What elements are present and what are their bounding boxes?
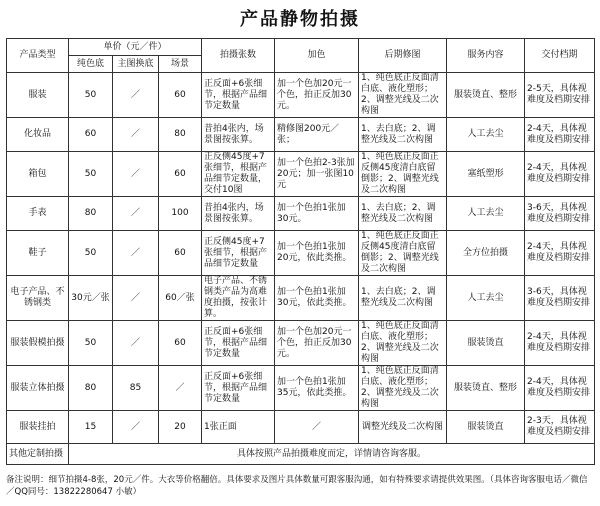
cell-type: 服装立体拍摄 [7, 366, 69, 411]
cell-color: 加一个色加20元一个色，拍正反加30元。 [275, 73, 359, 118]
cell-service: 人工去尘 [447, 118, 525, 152]
cell-count: 正反面+6张细节，根据产品细节定数量 [202, 366, 275, 411]
cell-count: 正反侧45度+7张细节，根据产品细节定数量 [202, 231, 275, 276]
cell-color: 加一个色拍1张加30元，依此类推。 [275, 276, 359, 321]
cell-pure: 50 [69, 152, 113, 197]
cell-scene: 60 [159, 321, 202, 366]
cell-type: 箱包 [7, 152, 69, 197]
page-title: 产品静物拍摄 [240, 9, 360, 30]
cell-color: 加一个色拍1张加20元，依此类推。 [275, 231, 359, 276]
cell-service: 全方位拍摄 [447, 231, 525, 276]
cell-pure: 50 [69, 73, 113, 118]
header-service: 服务内容 [447, 39, 525, 73]
cell-type: 电子产品、不锈钢类 [7, 276, 69, 321]
table-row [7, 152, 595, 197]
cell-count: 正反面+6张细节，根据产品细节定数量 [202, 321, 275, 366]
cell-schedule: 2-3天，具体视难度及档期安排 [525, 411, 595, 444]
table-row [7, 411, 595, 444]
cell-service: 服装烫直、整形 [447, 366, 525, 411]
header-unit-price: 单价（元／件） [69, 39, 202, 56]
table-row [7, 231, 595, 276]
header-pure-bg: 纯色底 [69, 56, 113, 73]
cell-pure: 50 [69, 231, 113, 276]
table-row [7, 276, 595, 321]
header-photo-count: 拍摄张数 [202, 39, 275, 73]
cell-swap: 85 [113, 366, 159, 411]
cell-retouch: 1、纯色底正反面清白底、液化塑形；2、调整光线及二次构图 [359, 73, 447, 118]
cell-pure: 80 [69, 366, 113, 411]
cell-swap: ／ [113, 231, 159, 276]
cell-pure: 60 [69, 118, 113, 152]
cell-pure: 15 [69, 411, 113, 444]
cell-color: 加一个色拍1张加30元。 [275, 197, 359, 231]
cell-count: 1张正面 [202, 411, 275, 444]
cell-swap: ／ [113, 197, 159, 231]
cell-count: 昔拍4张内，场景图按张算。 [202, 118, 275, 152]
cell-schedule: 2-4天，具体视难度及档期安排 [525, 231, 595, 276]
cell-type: 服装挂拍 [7, 411, 69, 444]
cell-pure: 50 [69, 321, 113, 366]
cell-scene: 100 [159, 197, 202, 231]
header-scene: 场景 [159, 56, 202, 73]
footnote: 备注说明：细节拍摄4-8张，20元／件。大衣等价格翻倍。具体要求及图片具体数量可跟客服沟通，如有特殊要求请提供效果图。（具体咨询客服电话／微信／QQ同号：13822280647 小敏） [6, 475, 588, 497]
table-row [7, 197, 595, 231]
header-main-swap: 主图换底 [113, 56, 159, 73]
cell-scene: 80 [159, 118, 202, 152]
cell-custom-label: 其他定制拍摄 [7, 444, 69, 465]
cell-color: 加一个色拍2-3张加20元；加一张图10元 [275, 152, 359, 197]
cell-count: 昔拍4张内，场景图按张算。 [202, 197, 275, 231]
cell-count: 正反面+6张细节，根据产品细节定数量 [202, 73, 275, 118]
cell-schedule: 2-4天，具体视难度及档期安排 [525, 118, 595, 152]
cell-retouch: 1、纯色底正反面正反侧45度清白底留倒影；2、调整光线及二次构图 [359, 152, 447, 197]
cell-custom-text: 具体按照产品拍摄难度而定，详情请咨询客服。 [69, 444, 595, 465]
price-table [6, 38, 595, 465]
custom-row [7, 444, 595, 465]
cell-color: ／ [275, 411, 359, 444]
cell-retouch: 1、去白底；2、调整光线及二次构图 [359, 276, 447, 321]
cell-color: 加一个色加20元一个色，拍正反加30元。 [275, 321, 359, 366]
cell-schedule: 2-4天，具体视难度及档期安排 [525, 366, 595, 411]
cell-schedule: 3-6天，具体视难度及档期安排 [525, 197, 595, 231]
cell-count: 正反侧45度+7张细节，根据产品细节定数量，交付10图 [202, 152, 275, 197]
cell-service: 人工去尘 [447, 197, 525, 231]
cell-swap: ／ [113, 411, 159, 444]
header-schedule: 交付档期 [525, 39, 595, 73]
header-addon-color: 加色 [275, 39, 359, 73]
cell-scene: ／ [159, 366, 202, 411]
cell-type: 手表 [7, 197, 69, 231]
cell-schedule: 2-4天，具体视难度及档期安排 [525, 152, 595, 197]
cell-swap: ／ [113, 118, 159, 152]
cell-service: 服装烫直 [447, 411, 525, 444]
cell-service: 人工去尘 [447, 276, 525, 321]
cell-swap: ／ [113, 321, 159, 366]
cell-retouch: 1、纯色底正反面清白底、液化塑形；2、调整光线及二次构图 [359, 321, 447, 366]
cell-type: 服装 [7, 73, 69, 118]
table-row [7, 321, 595, 366]
header-row [7, 39, 595, 56]
cell-schedule: 2-4天，具体视难度及档期安排 [525, 321, 595, 366]
cell-scene: 60／张 [159, 276, 202, 321]
cell-service: 服装烫直 [447, 321, 525, 366]
table-row [7, 366, 595, 411]
cell-scene: 60 [159, 231, 202, 276]
table-row [7, 73, 595, 118]
cell-type: 化妆品 [7, 118, 69, 152]
cell-scene: 60 [159, 73, 202, 118]
cell-count: 电子产品、不锈钢类产品为高难度拍摄，按张计算。 [202, 276, 275, 321]
cell-retouch: 1、去白底；2、调整光线及二次构图 [359, 197, 447, 231]
cell-scene: 60 [159, 152, 202, 197]
cell-pure: 30元／张 [69, 276, 113, 321]
cell-retouch: 1、去白底；2、调整光线及二次构图 [359, 118, 447, 152]
cell-color: 精修图200元／张； [275, 118, 359, 152]
cell-schedule: 3-6天，具体视难度及档期安排 [525, 276, 595, 321]
cell-type: 鞋子 [7, 231, 69, 276]
cell-type: 服装假模拍摄 [7, 321, 69, 366]
cell-swap: ／ [113, 152, 159, 197]
cell-retouch: 1、纯色底正反面正反侧45度清白底留倒影；2、调整光线及二次构图 [359, 231, 447, 276]
cell-service: 服装烫直、整形 [447, 73, 525, 118]
cell-service: 塞纸塑形 [447, 152, 525, 197]
cell-swap: ／ [113, 276, 159, 321]
cell-pure: 80 [69, 197, 113, 231]
cell-retouch: 1、纯色底正反面清白底、液化塑形；2、调整光线及二次构图 [359, 366, 447, 411]
cell-schedule: 2-5天，具体视难度及档期安排 [525, 73, 595, 118]
table-row [7, 118, 595, 152]
header-retouch: 后期修图 [359, 39, 447, 73]
cell-retouch: 调整光线及二次构图 [359, 411, 447, 444]
cell-scene: 20 [159, 411, 202, 444]
cell-color: 加一个色拍1张加35元，依此类推。 [275, 366, 359, 411]
header-product-type: 产品类型 [7, 39, 69, 73]
cell-swap: ／ [113, 73, 159, 118]
